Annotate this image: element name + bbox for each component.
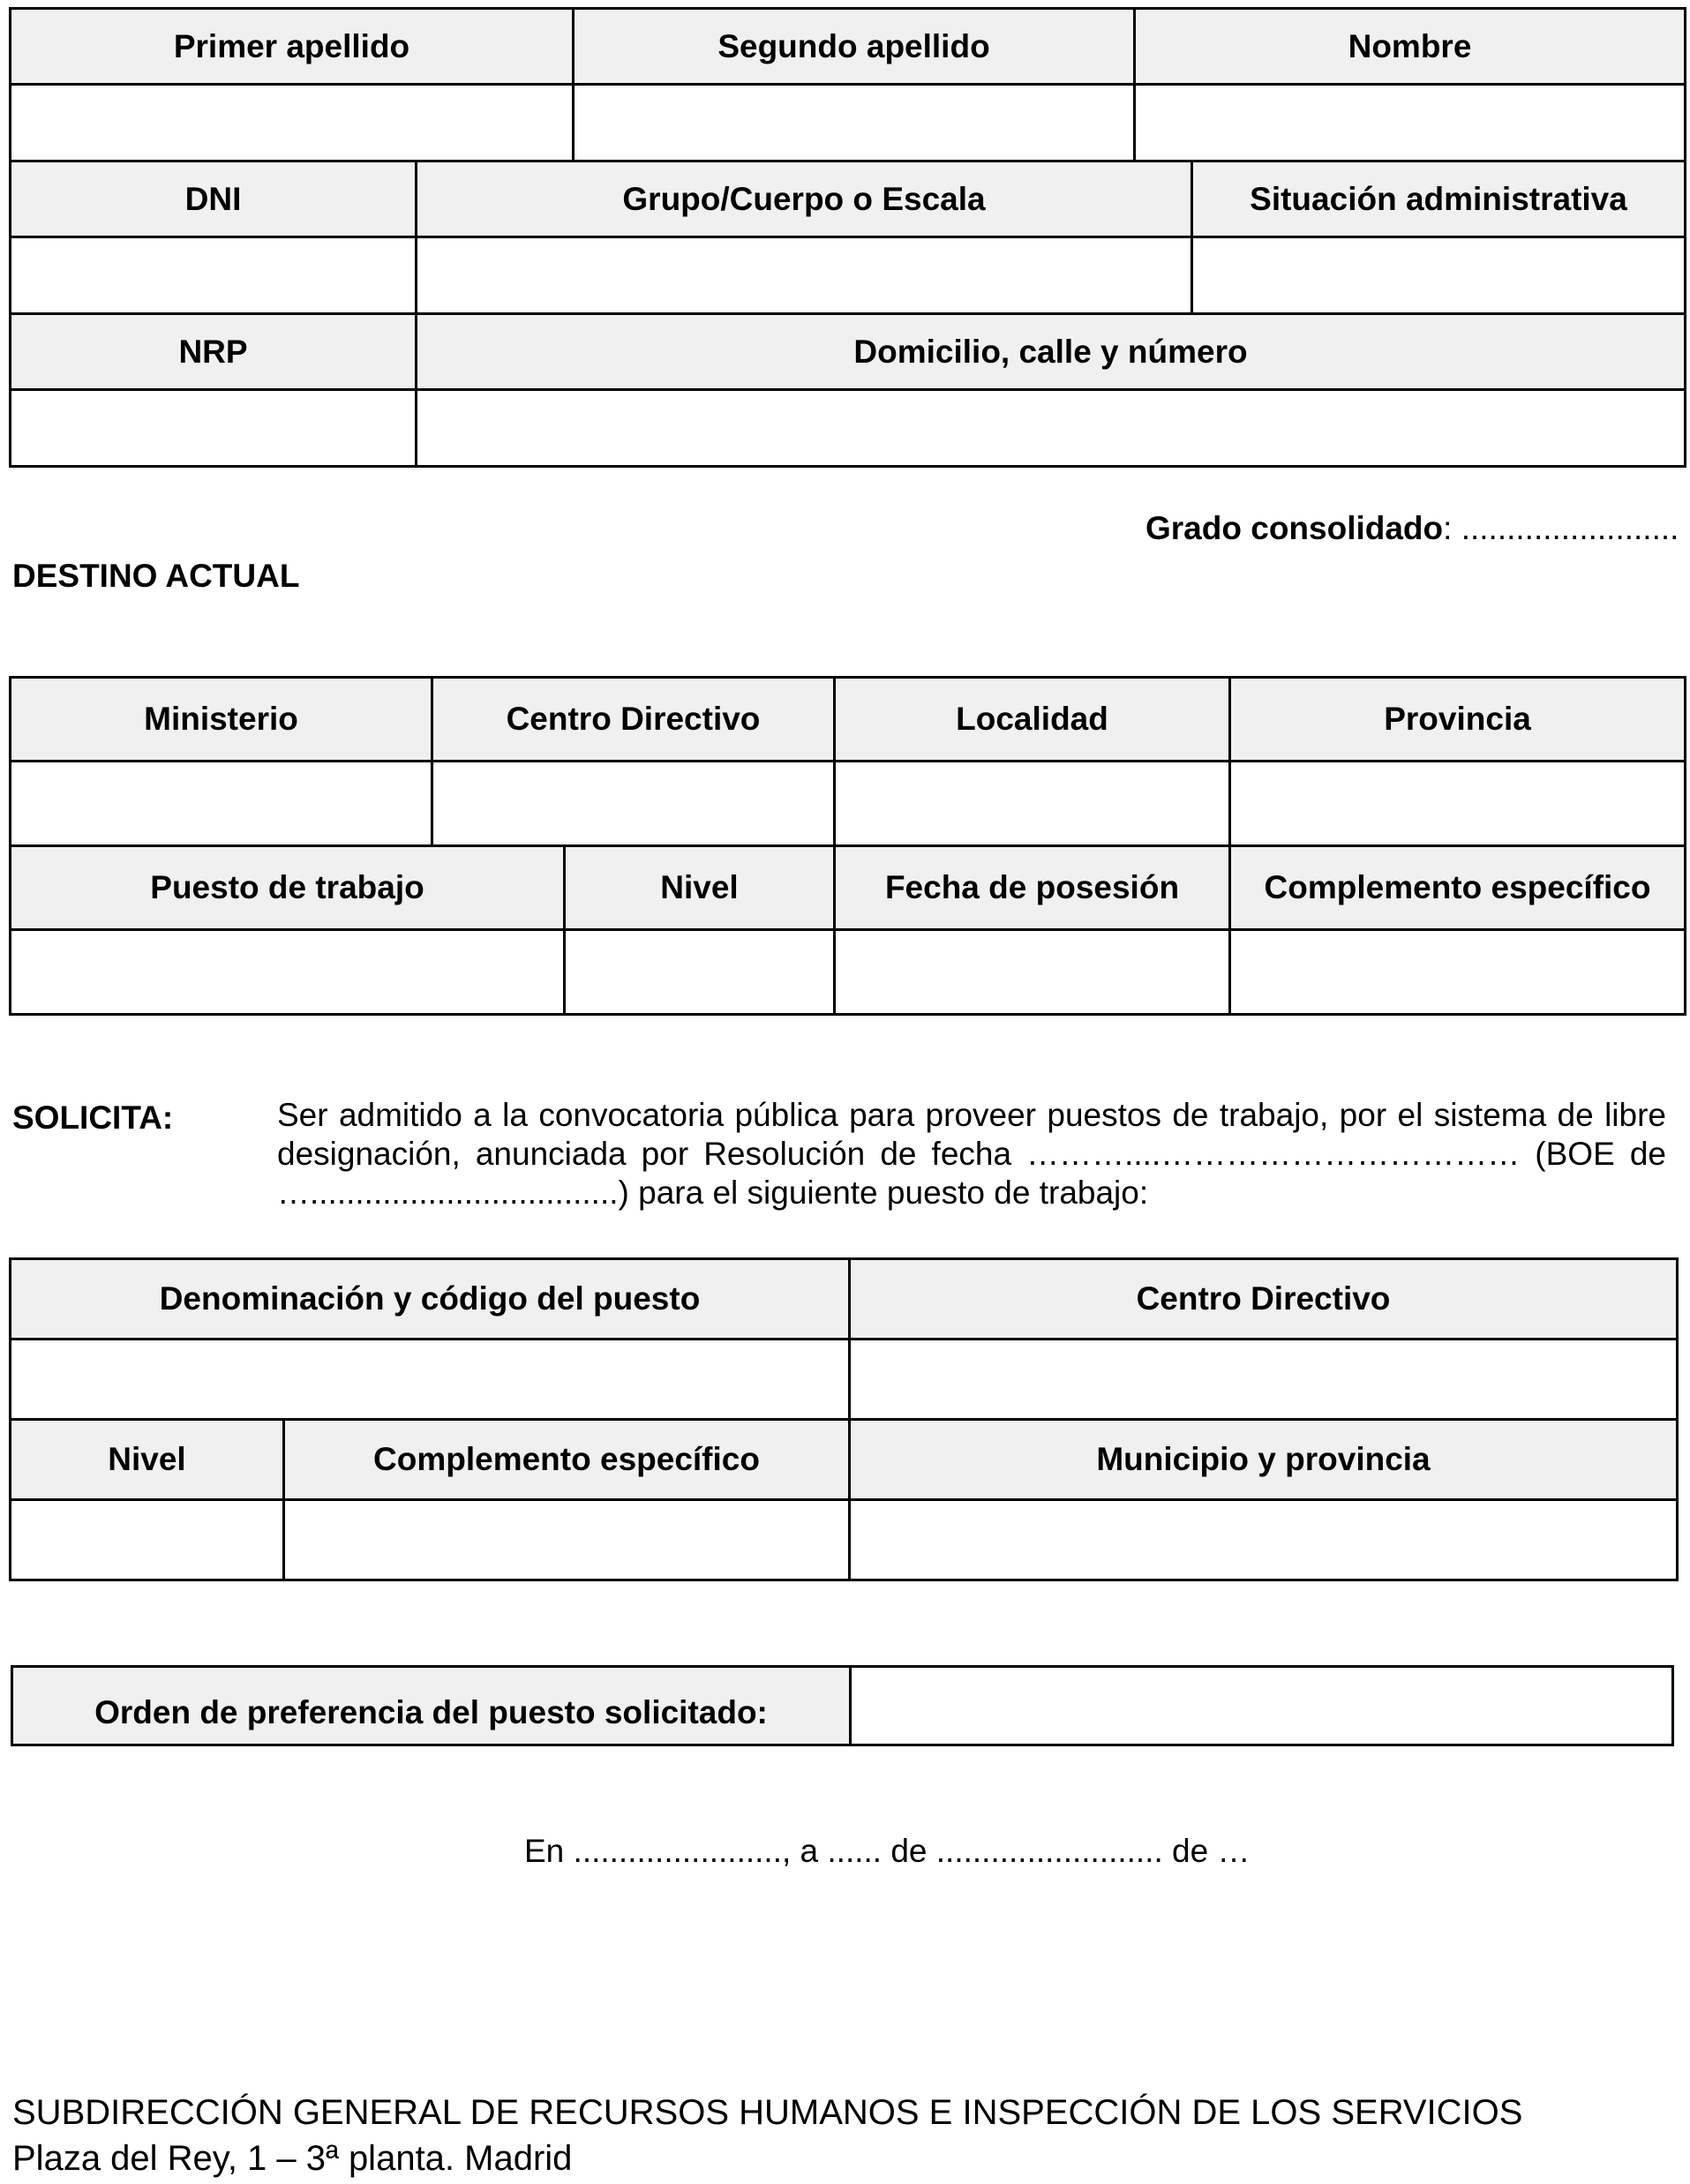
ministerio-header: Ministerio (11, 678, 432, 762)
provincia-header: Provincia (1230, 678, 1686, 762)
puesto-nivel-header: Nivel (11, 1420, 284, 1500)
situacion-administrativa-field[interactable] (1192, 237, 1686, 314)
grado-consolidado (1145, 510, 1679, 547)
grupo-cuerpo-field[interactable] (417, 237, 1192, 314)
situacion-administrativa-header: Situación administrativa (1192, 161, 1686, 237)
nivel-field[interactable] (565, 930, 835, 1015)
complemento-especifico-header: Complemento específico (1230, 846, 1686, 930)
primer-apellido-header: Primer apellido (11, 9, 574, 85)
denominacion-codigo-field[interactable] (11, 1340, 850, 1420)
nrp-header: NRP (11, 314, 417, 390)
destino-actual-title: DESTINO ACTUAL (12, 558, 300, 594)
municipio-provincia-header: Municipio y provincia (850, 1420, 1678, 1500)
puesto-trabajo-header: Puesto de trabajo (11, 846, 565, 930)
domicilio-header: Domicilio, calle y número (417, 314, 1686, 390)
footer-direccion: Plaza del Rey, 1 – 3ª planta. Madrid (12, 2139, 573, 2178)
puesto-solicitado-table (9, 1257, 1679, 1581)
nombre-header: Nombre (1135, 9, 1686, 85)
ministerio-field[interactable] (11, 762, 432, 846)
puesto-nivel-field[interactable] (11, 1500, 284, 1580)
localidad-header: Localidad (835, 678, 1230, 762)
puesto-complemento-header: Complemento específico (284, 1420, 850, 1500)
centro-directivo-field[interactable] (432, 762, 835, 846)
nombre-field[interactable] (1135, 85, 1686, 161)
dni-header: DNI (11, 161, 417, 237)
grupo-cuerpo-header: Grupo/Cuerpo o Escala (417, 161, 1192, 237)
personal-data-table (9, 7, 1686, 468)
solicita-text: Ser admitido a la convocatoria pública para proveer puestos de trabajo, por el sistema de libre designación, anunciada por Resolución de fecha ………....…………………………… (BOE de …..................................) para el siguiente puesto de trabajo: (277, 1097, 1666, 1211)
fecha-lugar-line: En ......................., a ...... de ......................... de … (524, 1833, 1251, 1869)
puesto-trabajo-field[interactable] (11, 930, 565, 1015)
orden-preferencia-field[interactable] (851, 1667, 1673, 1745)
localidad-field[interactable] (835, 762, 1230, 846)
grado-consolidado-dots[interactable]: : ........................ (1443, 510, 1679, 546)
puesto-centro-directivo-field[interactable] (850, 1340, 1678, 1420)
denominacion-codigo-header: Denominación y código del puesto (11, 1259, 850, 1340)
nivel-header: Nivel (565, 846, 835, 930)
primer-apellido-field[interactable] (11, 85, 574, 161)
complemento-especifico-field[interactable] (1230, 930, 1686, 1015)
domicilio-field[interactable] (417, 390, 1686, 467)
centro-directivo-header: Centro Directivo (432, 678, 835, 762)
puesto-centro-directivo-header: Centro Directivo (850, 1259, 1678, 1340)
fecha-posesion-field[interactable] (835, 930, 1230, 1015)
fecha-posesion-header: Fecha de posesión (835, 846, 1230, 930)
puesto-complemento-field[interactable] (284, 1500, 850, 1580)
segundo-apellido-field[interactable] (574, 85, 1135, 161)
footer-subdireccion: SUBDIRECCIÓN GENERAL DE RECURSOS HUMANOS E INSPECCIÓN DE LOS SERVICIOS (12, 2093, 1523, 2132)
segundo-apellido-header: Segundo apellido (574, 9, 1135, 85)
orden-preferencia-table (11, 1665, 1674, 1746)
municipio-provincia-field[interactable] (850, 1500, 1678, 1580)
destino-actual-table (9, 676, 1686, 1016)
grado-consolidado-label: Grado consolidado (1145, 510, 1444, 546)
orden-preferencia-label: Orden de preferencia del puesto solicitado: (12, 1667, 851, 1745)
nrp-field[interactable] (11, 390, 417, 467)
solicita-label: SOLICITA: (12, 1100, 174, 1136)
provincia-field[interactable] (1230, 762, 1686, 846)
dni-field[interactable] (11, 237, 417, 314)
